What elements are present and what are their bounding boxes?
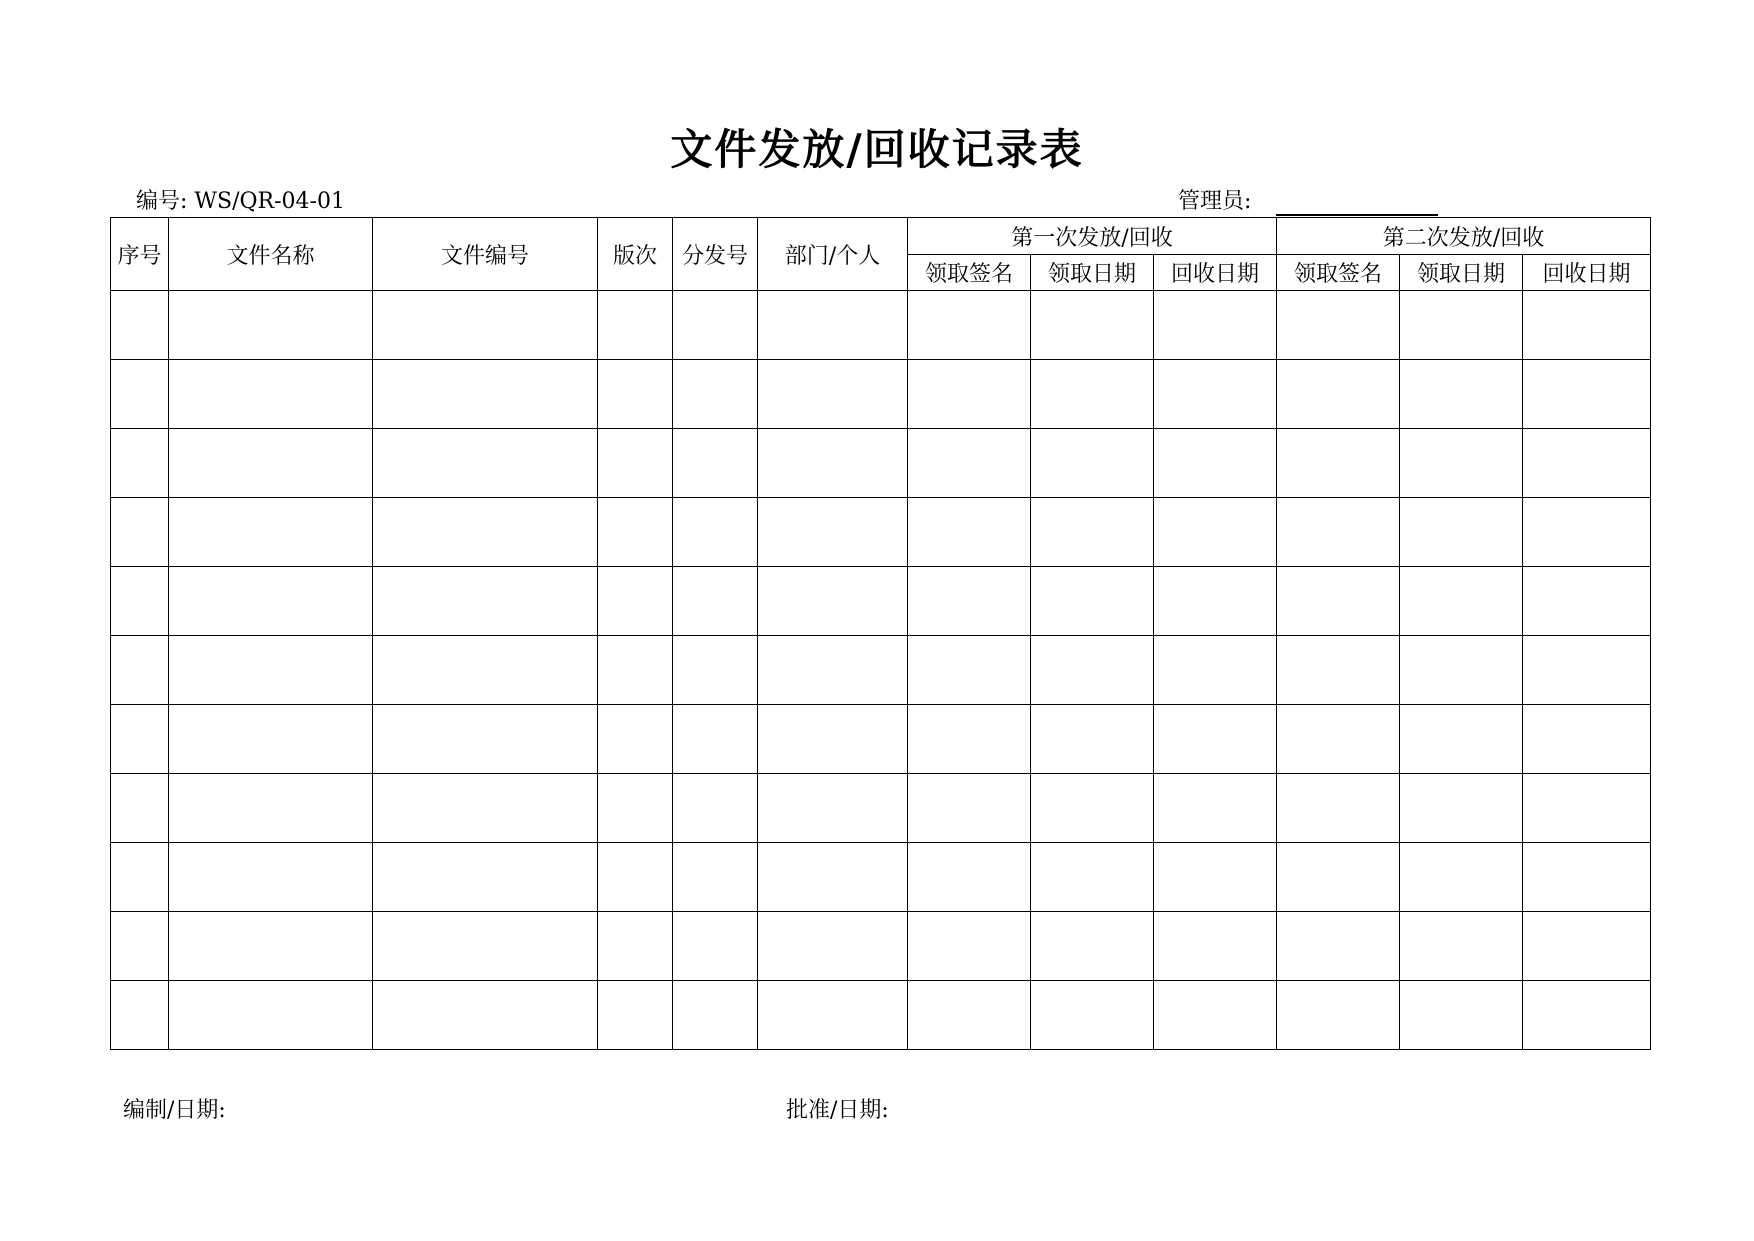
table-row xyxy=(111,912,1651,981)
second-return-date-cell[interactable] xyxy=(1523,774,1651,843)
first-receive-signature-cell[interactable] xyxy=(908,360,1031,429)
doc-number-cell[interactable] xyxy=(373,912,598,981)
dept-person-cell[interactable] xyxy=(758,981,908,1050)
header-first-return-date: 回收日期 xyxy=(1154,255,1277,291)
second-receive-signature-cell[interactable] xyxy=(1277,360,1400,429)
version-cell[interactable] xyxy=(598,843,673,912)
second-receive-date-cell[interactable] xyxy=(1400,429,1523,498)
second-return-date-cell[interactable] xyxy=(1523,498,1651,567)
manager-label: 管理员: xyxy=(1178,189,1252,214)
doc-name-cell[interactable] xyxy=(169,705,373,774)
header-seq: 序号 xyxy=(111,218,169,291)
second-receive-signature-cell[interactable] xyxy=(1277,981,1400,1050)
first-receive-signature-cell[interactable] xyxy=(908,567,1031,636)
dept-person-cell[interactable] xyxy=(758,636,908,705)
table-row xyxy=(111,774,1651,843)
dist-number-cell[interactable] xyxy=(673,705,758,774)
first-receive-date-cell[interactable] xyxy=(1031,567,1154,636)
version-cell[interactable] xyxy=(598,981,673,1050)
header-first-issue-group: 第一次发放/回收 xyxy=(908,218,1277,255)
first-receive-signature-cell[interactable] xyxy=(908,498,1031,567)
second-return-date-cell[interactable] xyxy=(1523,843,1651,912)
table-row xyxy=(111,291,1651,360)
doc-number-cell[interactable] xyxy=(373,429,598,498)
version-cell[interactable] xyxy=(598,291,673,360)
dist-number-cell[interactable] xyxy=(673,567,758,636)
doc-number-cell[interactable] xyxy=(373,567,598,636)
second-return-date-cell[interactable] xyxy=(1523,912,1651,981)
table-row xyxy=(111,705,1651,774)
second-receive-date-cell[interactable] xyxy=(1400,567,1523,636)
seq-cell[interactable] xyxy=(111,429,169,498)
doc-name-cell[interactable] xyxy=(169,912,373,981)
table-row xyxy=(111,636,1651,705)
dist-number-cell[interactable] xyxy=(673,291,758,360)
first-receive-signature-cell[interactable] xyxy=(908,705,1031,774)
doc-name-cell[interactable] xyxy=(169,291,373,360)
version-cell[interactable] xyxy=(598,498,673,567)
doc-number-cell[interactable] xyxy=(373,705,598,774)
header-second-issue-group: 第二次发放/回收 xyxy=(1277,218,1651,255)
second-receive-signature-cell[interactable] xyxy=(1277,843,1400,912)
first-receive-signature-cell[interactable] xyxy=(908,912,1031,981)
first-return-date-cell[interactable] xyxy=(1154,981,1277,1050)
dist-number-cell[interactable] xyxy=(673,429,758,498)
first-receive-signature-cell[interactable] xyxy=(908,429,1031,498)
version-cell[interactable] xyxy=(598,912,673,981)
seq-cell[interactable] xyxy=(111,705,169,774)
doc-number-cell[interactable] xyxy=(373,291,598,360)
first-receive-signature-cell[interactable] xyxy=(908,843,1031,912)
second-receive-date-cell[interactable] xyxy=(1400,843,1523,912)
table-body xyxy=(111,291,1651,1050)
table-row xyxy=(111,429,1651,498)
header-dept-person: 部门/个人 xyxy=(758,218,908,291)
second-receive-signature-cell[interactable] xyxy=(1277,429,1400,498)
first-receive-signature-cell[interactable] xyxy=(908,981,1031,1050)
doc-name-cell[interactable] xyxy=(169,774,373,843)
dept-person-cell[interactable] xyxy=(758,843,908,912)
header-second-return-date: 回收日期 xyxy=(1523,255,1651,291)
second-receive-date-cell[interactable] xyxy=(1400,636,1523,705)
second-receive-signature-cell[interactable] xyxy=(1277,291,1400,360)
second-return-date-cell[interactable] xyxy=(1523,291,1651,360)
dept-person-cell[interactable] xyxy=(758,291,908,360)
first-receive-date-cell[interactable] xyxy=(1031,774,1154,843)
first-return-date-cell[interactable] xyxy=(1154,567,1277,636)
doc-number-cell[interactable] xyxy=(373,360,598,429)
first-return-date-cell[interactable] xyxy=(1154,360,1277,429)
first-receive-date-cell[interactable] xyxy=(1031,429,1154,498)
doc-name-cell[interactable] xyxy=(169,636,373,705)
first-return-date-cell[interactable] xyxy=(1154,429,1277,498)
first-receive-date-cell[interactable] xyxy=(1031,498,1154,567)
doc-name-cell[interactable] xyxy=(169,567,373,636)
second-return-date-cell[interactable] xyxy=(1523,429,1651,498)
first-receive-signature-cell[interactable] xyxy=(908,291,1031,360)
dept-person-cell[interactable] xyxy=(758,705,908,774)
second-receive-date-cell[interactable] xyxy=(1400,981,1523,1050)
seq-cell[interactable] xyxy=(111,774,169,843)
seq-cell[interactable] xyxy=(111,360,169,429)
dist-number-cell[interactable] xyxy=(673,774,758,843)
version-cell[interactable] xyxy=(598,774,673,843)
seq-cell[interactable] xyxy=(111,981,169,1050)
dept-person-cell[interactable] xyxy=(758,498,908,567)
dist-number-cell[interactable] xyxy=(673,981,758,1050)
version-cell[interactable] xyxy=(598,705,673,774)
header-second-receive-date: 领取日期 xyxy=(1400,255,1523,291)
doc-number-cell[interactable] xyxy=(373,498,598,567)
second-receive-signature-cell[interactable] xyxy=(1277,636,1400,705)
version-cell[interactable] xyxy=(598,636,673,705)
header-dist-number: 分发号 xyxy=(673,218,758,291)
header-first-receive-date: 领取日期 xyxy=(1031,255,1154,291)
dept-person-cell[interactable] xyxy=(758,360,908,429)
first-return-date-cell[interactable] xyxy=(1154,498,1277,567)
table-row xyxy=(111,981,1651,1050)
seq-cell[interactable] xyxy=(111,843,169,912)
header-first-receive-signature: 领取签名 xyxy=(908,255,1031,291)
second-receive-signature-cell[interactable] xyxy=(1277,774,1400,843)
version-cell[interactable] xyxy=(598,360,673,429)
dept-person-cell[interactable] xyxy=(758,912,908,981)
dist-number-cell[interactable] xyxy=(673,498,758,567)
second-return-date-cell[interactable] xyxy=(1523,981,1651,1050)
doc-name-cell[interactable] xyxy=(169,360,373,429)
second-receive-signature-cell[interactable] xyxy=(1277,498,1400,567)
dept-person-cell[interactable] xyxy=(758,774,908,843)
dept-person-cell[interactable] xyxy=(758,567,908,636)
first-receive-signature-cell[interactable] xyxy=(908,774,1031,843)
second-return-date-cell[interactable] xyxy=(1523,636,1651,705)
seq-cell[interactable] xyxy=(111,291,169,360)
version-cell[interactable] xyxy=(598,567,673,636)
second-return-date-cell[interactable] xyxy=(1523,567,1651,636)
table-row xyxy=(111,843,1651,912)
first-receive-date-cell[interactable] xyxy=(1031,705,1154,774)
table-row xyxy=(111,360,1651,429)
dist-number-cell[interactable] xyxy=(673,636,758,705)
first-receive-date-cell[interactable] xyxy=(1031,360,1154,429)
second-receive-date-cell[interactable] xyxy=(1400,705,1523,774)
prepared-by-date-label: 编制/日期: xyxy=(123,1098,226,1123)
distribution-record-table xyxy=(110,217,1651,1050)
first-return-date-cell[interactable] xyxy=(1154,291,1277,360)
seq-cell[interactable] xyxy=(111,567,169,636)
first-return-date-cell[interactable] xyxy=(1154,774,1277,843)
first-receive-date-cell[interactable] xyxy=(1031,912,1154,981)
second-return-date-cell[interactable] xyxy=(1523,705,1651,774)
dist-number-cell[interactable] xyxy=(673,912,758,981)
doc-number-cell[interactable] xyxy=(373,636,598,705)
header-version: 版次 xyxy=(598,218,673,291)
second-receive-signature-cell[interactable] xyxy=(1277,567,1400,636)
header-second-receive-signature: 领取签名 xyxy=(1277,255,1400,291)
second-receive-date-cell[interactable] xyxy=(1400,912,1523,981)
first-receive-date-cell[interactable] xyxy=(1031,981,1154,1050)
dept-person-cell[interactable] xyxy=(758,429,908,498)
first-receive-signature-cell[interactable] xyxy=(908,636,1031,705)
second-receive-date-cell[interactable] xyxy=(1400,291,1523,360)
version-cell[interactable] xyxy=(598,429,673,498)
page-title: 文件发放/回收记录表 xyxy=(670,125,1084,174)
first-receive-date-cell[interactable] xyxy=(1031,291,1154,360)
seq-cell[interactable] xyxy=(111,912,169,981)
second-receive-date-cell[interactable] xyxy=(1400,360,1523,429)
dist-number-cell[interactable] xyxy=(673,843,758,912)
doc-name-cell[interactable] xyxy=(169,498,373,567)
seq-cell[interactable] xyxy=(111,498,169,567)
first-return-date-cell[interactable] xyxy=(1154,912,1277,981)
manager-signature-line xyxy=(1276,214,1438,216)
first-return-date-cell[interactable] xyxy=(1154,843,1277,912)
doc-number-cell[interactable] xyxy=(373,843,598,912)
header-doc-number: 文件编号 xyxy=(373,218,598,291)
manager-field xyxy=(1178,188,1251,216)
second-receive-date-cell[interactable] xyxy=(1400,774,1523,843)
dist-number-cell[interactable] xyxy=(673,360,758,429)
second-receive-signature-cell[interactable] xyxy=(1277,912,1400,981)
doc-number-cell[interactable] xyxy=(373,981,598,1050)
first-receive-date-cell[interactable] xyxy=(1031,636,1154,705)
doc-name-cell[interactable] xyxy=(169,843,373,912)
first-return-date-cell[interactable] xyxy=(1154,636,1277,705)
approved-by-date-label: 批准/日期: xyxy=(786,1098,889,1123)
first-receive-date-cell[interactable] xyxy=(1031,843,1154,912)
doc-name-cell[interactable] xyxy=(169,429,373,498)
second-receive-signature-cell[interactable] xyxy=(1277,705,1400,774)
header-doc-name: 文件名称 xyxy=(169,218,373,291)
doc-name-cell[interactable] xyxy=(169,981,373,1050)
table-row xyxy=(111,498,1651,567)
second-receive-date-cell[interactable] xyxy=(1400,498,1523,567)
document-code: 编号: WS/QR-04-01 xyxy=(136,189,345,214)
doc-number-cell[interactable] xyxy=(373,774,598,843)
second-return-date-cell[interactable] xyxy=(1523,360,1651,429)
first-return-date-cell[interactable] xyxy=(1154,705,1277,774)
seq-cell[interactable] xyxy=(111,636,169,705)
table-row xyxy=(111,567,1651,636)
